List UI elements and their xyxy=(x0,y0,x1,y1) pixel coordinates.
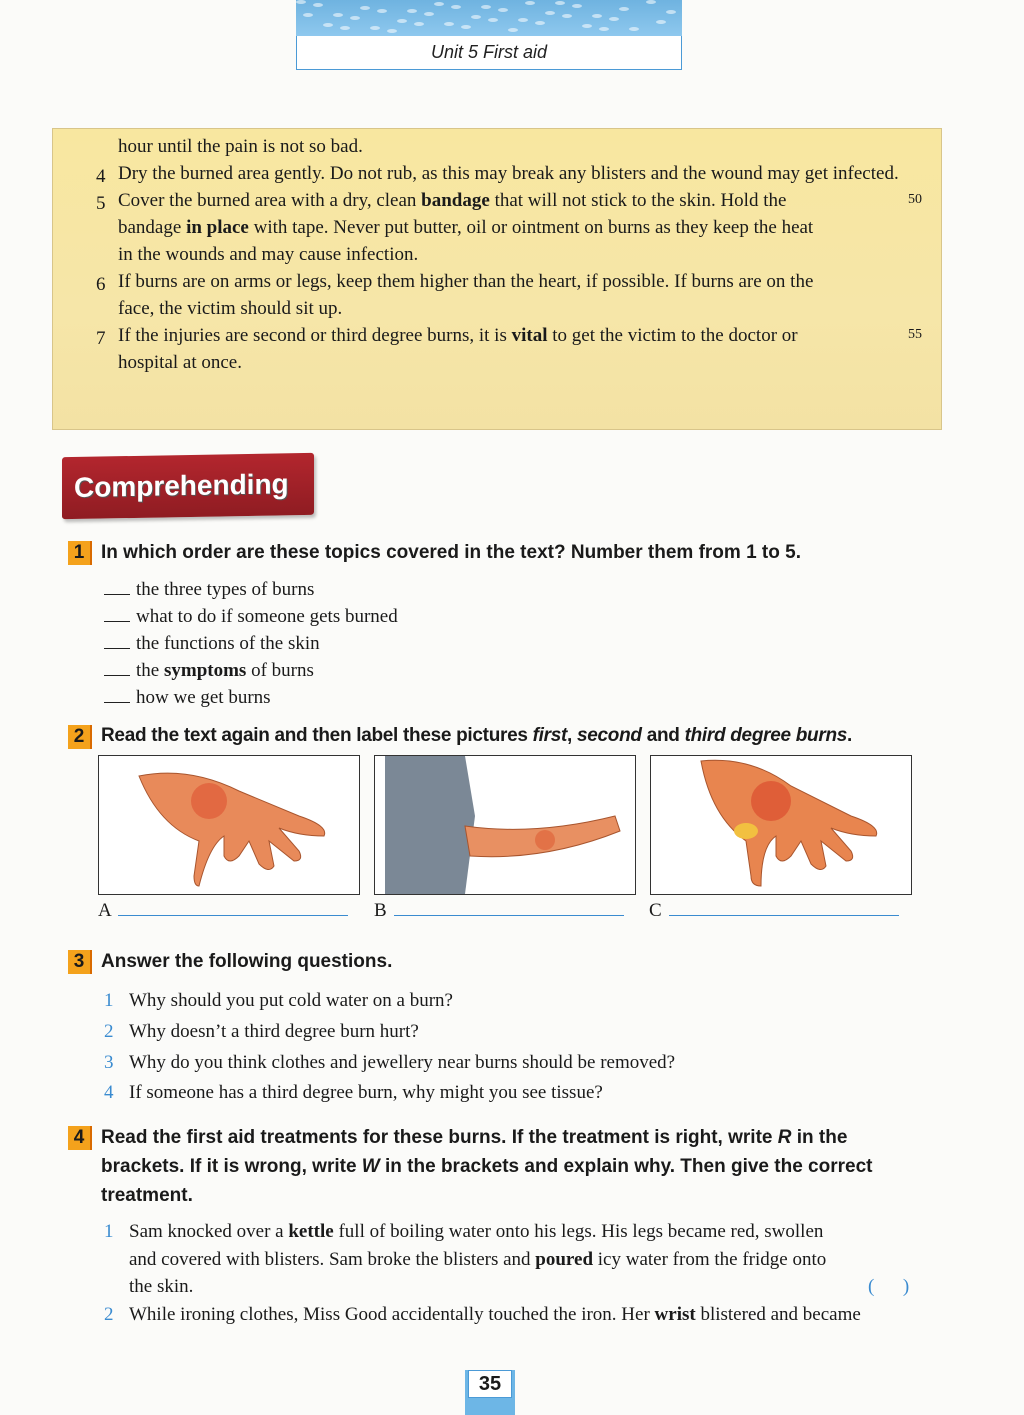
passage-line xyxy=(118,160,899,187)
question-item xyxy=(104,1079,603,1106)
question-2-text xyxy=(101,721,931,750)
water-drop xyxy=(451,5,461,9)
item-text: Why doesn’t a third degree burn hurt? xyxy=(129,1021,419,1042)
text-segment: symptoms xyxy=(163,660,247,681)
picture-label-b: B xyxy=(374,900,387,921)
water-drop xyxy=(370,26,380,30)
water-drop xyxy=(545,11,555,15)
text-segment: of burns xyxy=(246,660,314,681)
question-4-text xyxy=(101,1123,931,1210)
treatment-line xyxy=(104,1246,826,1273)
topic-item xyxy=(104,684,271,711)
text-segment: that will not stick to the skin. Hold the xyxy=(489,190,787,211)
text-segment: Dry the burned area gently. Do not rub, as this may break any blisters and the wound may get infected. xyxy=(118,163,899,184)
text-segment: the skin. xyxy=(129,1276,194,1297)
item-number: 2 xyxy=(104,1021,114,1042)
passage-line xyxy=(118,241,418,268)
water-drop xyxy=(555,1,565,5)
number-blank[interactable] xyxy=(104,648,130,649)
text-segment: with tape. Never put butter, oil or ointment on burns as they keep the heat xyxy=(248,217,814,238)
water-drop xyxy=(498,8,508,12)
text-segment: and xyxy=(641,725,685,746)
burn-picture-c xyxy=(650,755,912,895)
item-text: If someone has a third degree burn, why might you see tissue? xyxy=(129,1082,603,1103)
line-number: 50 xyxy=(908,192,922,207)
text-segment: blistered and became xyxy=(695,1303,861,1325)
water-drop xyxy=(387,29,397,33)
section-banner xyxy=(62,453,314,519)
water-drop xyxy=(424,12,434,16)
picture-label-c: C xyxy=(649,900,662,921)
water-drop xyxy=(360,6,370,10)
text-segment: R xyxy=(777,1127,792,1148)
topic-item xyxy=(104,603,398,630)
passage-line xyxy=(118,133,363,160)
text-segment: second xyxy=(577,725,642,746)
water-drop xyxy=(525,1,535,5)
text-segment: the functions of the skin xyxy=(136,633,320,654)
treatment-line xyxy=(104,1273,193,1300)
item-text: Why do you think clothes and jewellery near burns should be removed? xyxy=(129,1052,676,1073)
water-drop xyxy=(414,22,424,26)
text-segment: hospital at once. xyxy=(118,352,242,373)
topic-item xyxy=(104,657,314,684)
water-drop xyxy=(296,0,306,4)
text-segment: Sam knocked over a xyxy=(129,1221,289,1242)
text-segment: full of boiling water onto his legs. His legs became red, swollen xyxy=(333,1221,824,1242)
answer-line-a[interactable] xyxy=(118,915,348,916)
text-segment: Read the text again and then label these pictures xyxy=(101,725,533,746)
answer-brackets[interactable]: ( ) xyxy=(868,1276,910,1297)
water-drop xyxy=(434,2,444,6)
item-text: Why should you put cold water on a burn? xyxy=(129,990,453,1011)
water-drop xyxy=(562,14,572,18)
text-segment: the xyxy=(136,660,164,681)
text-segment: to get the victim to the doctor or xyxy=(547,325,798,346)
text-segment: icy water from the fridge onto xyxy=(593,1248,827,1270)
text-segment: wrist xyxy=(654,1303,696,1325)
question-1-text: In which order are these topics covered in the text? Number them from 1 to 5. xyxy=(101,542,801,563)
item-number: 4 xyxy=(104,1082,114,1103)
water-drop xyxy=(488,18,498,22)
item-number: 1 xyxy=(104,990,114,1011)
text-segment: bandage xyxy=(118,217,187,238)
number-blank[interactable] xyxy=(104,702,130,703)
text-segment: While ironing clothes, Miss Good accidentally touched the iron. Her xyxy=(129,1303,655,1325)
text-segment: poured xyxy=(535,1248,594,1270)
question-item xyxy=(104,1049,675,1076)
water-drop xyxy=(481,5,491,9)
text-segment: in the brackets and explain why. Then give the correct treatment. xyxy=(101,1156,873,1206)
text-segment: how we get burns xyxy=(136,687,271,708)
water-drop xyxy=(656,20,666,24)
text-segment: If burns are on arms or legs, keep them higher than the heart, if possible. If burns are on the xyxy=(118,271,814,292)
text-segment: , xyxy=(567,725,577,746)
water-drop xyxy=(619,7,629,11)
water-drop xyxy=(303,13,313,17)
water-drop xyxy=(629,27,639,31)
text-segment: third degree burns xyxy=(684,725,848,746)
text-segment: what to do if someone gets burned xyxy=(136,606,398,627)
water-drop xyxy=(518,18,528,22)
number-blank[interactable] xyxy=(104,621,130,622)
item-number: 5 xyxy=(96,193,106,214)
treatment-line xyxy=(104,1218,823,1245)
question-item xyxy=(104,987,453,1014)
water-drop xyxy=(397,19,407,23)
water-drop xyxy=(340,26,350,30)
water-drop xyxy=(599,27,609,31)
water-drop xyxy=(666,10,676,14)
text-segment: vital xyxy=(511,325,548,346)
water-drop xyxy=(377,9,387,13)
water-drop xyxy=(592,14,602,18)
water-drop xyxy=(407,9,417,13)
passage-line xyxy=(118,268,813,295)
line-number: 55 xyxy=(908,327,922,342)
text-segment: hour until the pain is not so bad. xyxy=(118,136,363,157)
topic-item xyxy=(104,576,314,603)
question-item xyxy=(104,1018,419,1045)
text-segment: kettle xyxy=(288,1221,334,1242)
text-segment: in the brackets. If it is wrong, write xyxy=(101,1127,848,1177)
text-segment: . xyxy=(847,725,853,746)
water-drop xyxy=(582,24,592,28)
burned-arm-icon xyxy=(375,756,635,894)
water-drop xyxy=(535,21,545,25)
water-drop xyxy=(444,22,454,26)
answer-line-b[interactable] xyxy=(394,915,624,916)
text-segment: Read the first aid treatments for these burns. If the treatment is right, write xyxy=(101,1127,778,1148)
water-drop xyxy=(471,15,481,19)
text-segment: bandage xyxy=(421,190,490,211)
text-segment: and covered with blisters. Sam broke the blisters and xyxy=(129,1248,536,1270)
question-number: 4 xyxy=(68,1126,92,1150)
text-segment: the three types of burns xyxy=(136,579,315,600)
question-3-text: Answer the following questions. xyxy=(101,951,393,972)
number-blank[interactable] xyxy=(104,594,130,595)
text-segment: If the injuries are second or third degree burns, it is xyxy=(118,325,512,346)
passage-line xyxy=(118,187,786,214)
page-number-tab xyxy=(465,1370,515,1415)
item-number: 2 xyxy=(104,1303,114,1325)
water-drop xyxy=(508,28,518,32)
water-drop xyxy=(572,4,582,8)
text-segment: W xyxy=(361,1156,380,1177)
water-drop xyxy=(350,16,360,20)
item-number: 4 xyxy=(96,166,106,187)
passage-line xyxy=(118,214,813,241)
section-title: Comprehending xyxy=(74,468,289,503)
header-water-image xyxy=(296,0,682,36)
water-drop xyxy=(333,13,343,17)
water-drop xyxy=(461,25,471,29)
item-number: 1 xyxy=(104,1221,114,1242)
treatment-line xyxy=(104,1301,861,1328)
passage-line xyxy=(118,349,242,376)
burned-hand-icon xyxy=(651,756,911,894)
burned-hand-icon xyxy=(99,756,359,894)
question-number: 3 xyxy=(68,950,92,974)
item-number: 7 xyxy=(96,328,106,349)
burn-picture-b xyxy=(374,755,636,895)
text-segment: in place xyxy=(186,217,249,238)
picture-label-a: A xyxy=(98,900,112,921)
page-number: 35 xyxy=(468,1370,512,1398)
text-segment: first xyxy=(532,725,568,746)
item-number: 6 xyxy=(96,274,106,295)
water-drop xyxy=(646,0,656,4)
topic-item xyxy=(104,630,320,657)
unit-title: Unit 5 First aid xyxy=(296,36,682,70)
item-number: 3 xyxy=(104,1052,114,1073)
burn-picture-a xyxy=(98,755,360,895)
question-number: 2 xyxy=(68,725,92,749)
passage-line xyxy=(118,322,798,349)
answer-line-c[interactable] xyxy=(669,915,899,916)
question-number: 1 xyxy=(68,541,92,565)
text-segment: Cover the burned area with a dry, clean xyxy=(118,190,422,211)
water-drop xyxy=(313,3,323,7)
water-drop xyxy=(609,17,619,21)
text-segment: face, the victim should sit up. xyxy=(118,298,343,319)
number-blank[interactable] xyxy=(104,675,130,676)
passage-line xyxy=(118,295,342,322)
text-segment: in the wounds and may cause infection. xyxy=(118,244,419,265)
water-drop xyxy=(323,23,333,27)
